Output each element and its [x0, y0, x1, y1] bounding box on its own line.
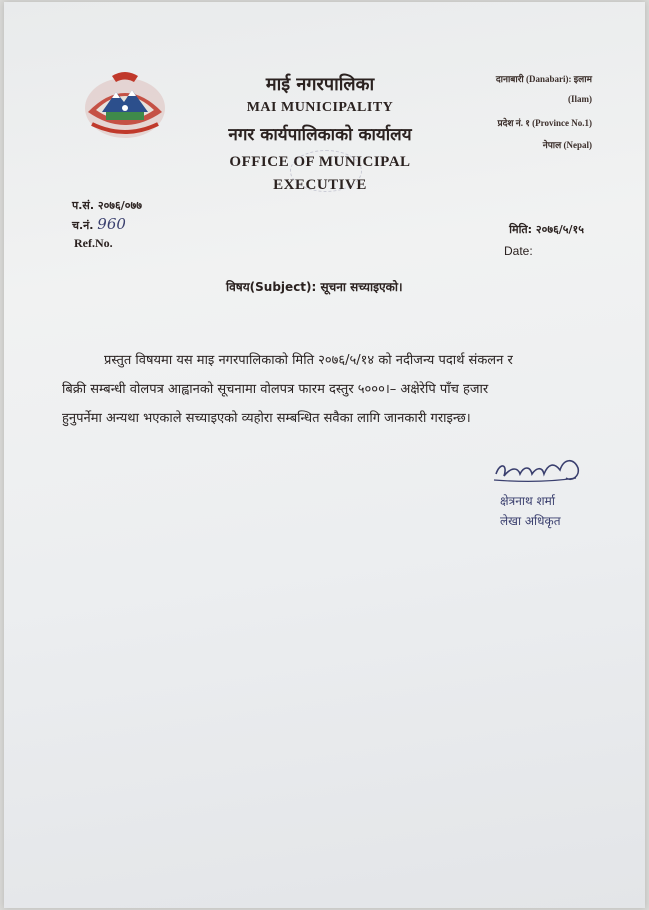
municipality-title-english: MAI MUNICIPALITY: [246, 100, 394, 115]
subject-line: विषय(Subject): सूचना सच्याइएको।: [226, 280, 403, 294]
municipality-title-nepali: माई नगरपालिका: [265, 74, 375, 95]
signatory-name: क्षेत्रनाथ शर्मा: [500, 494, 555, 508]
chalani-label: च.नं.: [72, 219, 94, 232]
body-line-1: प्रस्तुत विषयमा यस माइ नगरपालिकाको मिति २०७६/५/१४ को नदीजन्य पदार्थ संकलन र: [104, 353, 513, 368]
chalani-number-handwritten: 960: [97, 215, 126, 233]
address-line: नेपाल (Nepal): [542, 140, 592, 150]
address-line: (Ilam): [568, 94, 592, 104]
office-title-english-line1: OFFICE OF MUNICIPAL: [229, 154, 411, 170]
address-line: दानाबारी (Danabari): इलाम: [495, 74, 592, 84]
body-line-3: हुनुपर्नेमा अन्यथा भएकाले सच्याइएको व्यहोरा सम्बन्धित सवैका लागि जानकारी गराइन्छ।: [62, 411, 471, 426]
body-line-2: बिक्री सम्बन्धी वोलपत्र आह्वानको सूचनामा वोलपत्र फारम दस्तुर ५०००।– अक्षेरेपि पाँच हजार: [62, 382, 489, 397]
address-line: प्रदेश नं. १ (Province No.1): [497, 118, 592, 128]
signatory-title: लेखा अधिकृत: [500, 514, 561, 528]
faint-stamp: [290, 150, 362, 192]
handwritten-signature: [490, 452, 586, 486]
letter-page: [4, 2, 645, 908]
date-english-label: Date:: [504, 244, 533, 258]
ref-no-label: Ref.No.: [74, 236, 113, 250]
date-nepali: मिति: २०७६/५/१५: [509, 223, 584, 236]
patra-sankhya: प.सं. २०७६/०७७: [72, 199, 142, 212]
chalani-number-row: [72, 215, 126, 233]
nepal-emblem-logo: [82, 68, 168, 142]
office-title-english-line2: EXECUTIVE: [273, 177, 367, 193]
office-title-nepali: नगर कार्यपालिकाको कार्यालय: [228, 125, 412, 145]
